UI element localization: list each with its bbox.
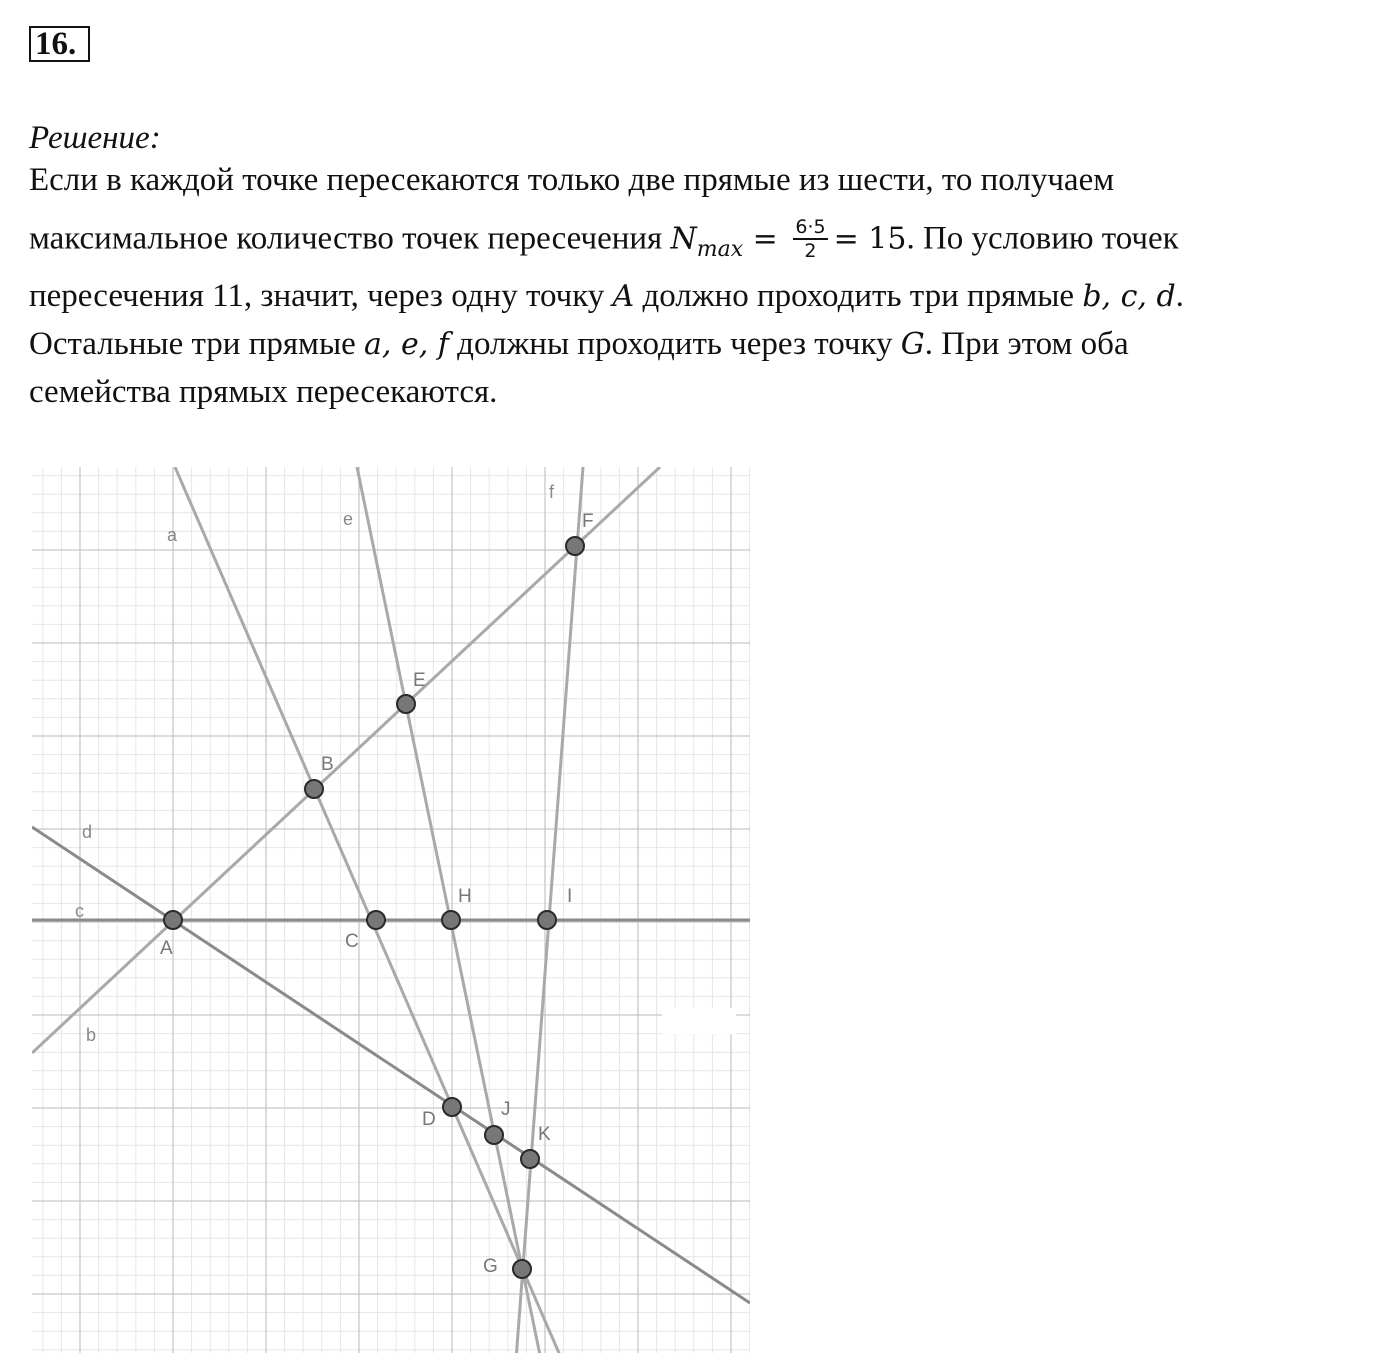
fraction-numerator: 6·5 [795,216,826,238]
line4-text-after: . При этом оба [924,326,1129,362]
point-b [305,780,323,798]
point-a [164,911,182,929]
problem-number-dot: . [68,26,77,62]
equals-1: = [743,221,788,257]
line-label-b: b [86,1025,97,1045]
problem-number: 16 [35,26,68,62]
point-label-g: G [483,1256,498,1277]
point-label-i: I [567,886,573,907]
point-h [442,911,460,929]
line-label-c: c [75,901,84,921]
point-i [538,911,556,929]
line-b [32,467,660,1053]
line2-text-before: максимальное количество точек пересечения [29,220,671,257]
blank-patch [662,1008,736,1034]
point-label-c: C [345,931,359,952]
point-g [513,1260,531,1278]
point-label-f: F [582,511,594,532]
point-label-h: H [458,886,472,907]
point-label-k: K [538,1124,551,1145]
line3-text-middle: должно проходить три прямые [634,278,1083,314]
point-label-j: J [501,1099,511,1120]
point-d [443,1098,461,1116]
line4-text-middle: должны проходить через точку [448,326,901,362]
point-g-symbol: G [900,327,925,362]
line3-text-after: . [1175,278,1184,314]
point-j [485,1126,503,1144]
line2-text-after: . По условию точек [906,220,1179,257]
grid [32,467,750,1353]
lines-group [32,467,750,1360]
n-symbol: N [670,221,697,257]
line-label-a: a [167,525,178,545]
line4-text-before: Остальные три прямые [29,326,365,362]
line-d [32,827,750,1303]
equals-2: = 15 [833,221,907,257]
lines-bcd-symbol: b, c, d [1082,279,1176,314]
line-label-d: d [82,822,93,842]
point-label-a: A [160,938,173,959]
point-e [397,695,415,713]
solution-heading: Решение: [29,120,161,156]
point-c [367,911,385,929]
solution-line-1: Если в каждой точке пересекаются только две прямые из шести, то получаем [29,162,1115,198]
line3-text-before: пересечения 11, значит, через одну точку [29,278,613,314]
line-labels-group [75,482,555,1045]
fraction-denominator: 2 [804,240,817,262]
solution-line-5: семейства прямых пересекаются. [29,374,498,410]
point-label-d: D [422,1109,436,1130]
points-group [160,511,594,1278]
line-label-e: e [343,509,354,529]
point-f [566,537,584,555]
point-label-e: E [413,670,426,691]
lines-aef-symbol: a, e, f [364,327,449,362]
n-subscript: max [696,237,744,263]
point-k [521,1150,539,1168]
point-a-symbol: A [612,279,635,314]
point-label-b: B [321,754,334,775]
line-label-f: f [549,482,555,502]
